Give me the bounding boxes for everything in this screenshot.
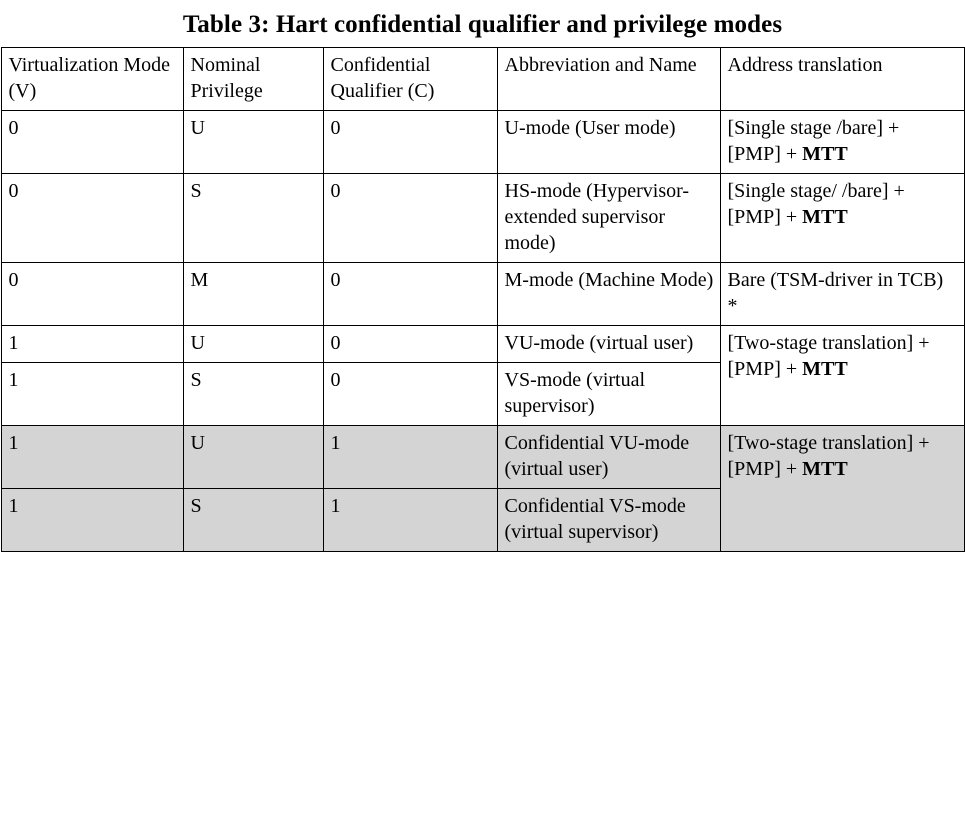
cell-virtualization-mode: 0	[1, 111, 183, 174]
cell-confidential-qualifier: 0	[323, 363, 497, 426]
table-row	[1, 263, 964, 326]
cell-address-translation	[720, 326, 964, 426]
cell-virtualization-mode: 1	[1, 489, 183, 552]
cell-confidential-qualifier: 0	[323, 174, 497, 263]
cell-address-translation	[720, 111, 964, 174]
cell-abbreviation-and-name: Confidential VU-mode (virtual user)	[497, 426, 720, 489]
address-text: [Single stage /bare] + [PMP] +	[727, 117, 900, 165]
cell-virtualization-mode: 1	[1, 326, 183, 363]
table-row	[1, 111, 964, 174]
address-bold-text: MTT	[802, 206, 848, 228]
column-header-address-translation: Address translation	[720, 48, 964, 111]
cell-abbreviation-and-name: VS-mode (virtual supervisor)	[497, 363, 720, 426]
cell-virtualization-mode: 1	[1, 363, 183, 426]
address-text: [Single stage/ /bare] + [PMP] +	[727, 180, 905, 228]
cell-nominal-privilege: S	[183, 363, 323, 426]
address-bold-text: MTT	[802, 358, 848, 380]
cell-nominal-privilege: M	[183, 263, 323, 326]
cell-address-translation	[720, 426, 964, 552]
cell-nominal-privilege: U	[183, 111, 323, 174]
cell-confidential-qualifier: 1	[323, 426, 497, 489]
table-header-row	[1, 48, 964, 111]
cell-confidential-qualifier: 0	[323, 263, 497, 326]
cell-address-translation	[720, 263, 964, 326]
table-row	[1, 426, 964, 489]
table-row	[1, 326, 964, 363]
address-text: [Two-stage translation] + [PMP] +	[727, 432, 930, 480]
cell-nominal-privilege: S	[183, 174, 323, 263]
cell-abbreviation-and-name: Confidential VS-mode (virtual supervisor)	[497, 489, 720, 552]
cell-virtualization-mode: 1	[1, 426, 183, 489]
cell-confidential-qualifier: 0	[323, 326, 497, 363]
cell-abbreviation-and-name: HS-mode (Hypervisor-extended supervisor mode)	[497, 174, 720, 263]
cell-address-translation	[720, 174, 964, 263]
cell-nominal-privilege: S	[183, 489, 323, 552]
cell-virtualization-mode: 0	[1, 174, 183, 263]
cell-abbreviation-and-name: VU-mode (virtual user)	[497, 326, 720, 363]
address-text: Bare (TSM-driver in TCB) *	[727, 269, 944, 317]
cell-confidential-qualifier: 1	[323, 489, 497, 552]
cell-virtualization-mode: 0	[1, 263, 183, 326]
address-bold-text: MTT	[802, 143, 848, 165]
cell-nominal-privilege: U	[183, 426, 323, 489]
address-text: [Two-stage translation] + [PMP] +	[727, 332, 930, 380]
column-header-confidential-qualifier: Confidential Qualifier (C)	[323, 48, 497, 111]
column-header-abbreviation-and-name: Abbreviation and Name	[497, 48, 720, 111]
column-header-nominal-privilege: Nominal Privilege	[183, 48, 323, 111]
table-caption: Table 3: Hart confidential qualifier and privilege modes	[182, 11, 783, 38]
table-row	[1, 174, 964, 263]
cell-abbreviation-and-name: U-mode (User mode)	[497, 111, 720, 174]
cell-abbreviation-and-name: M-mode (Machine Mode)	[497, 263, 720, 326]
hart-modes-table	[1, 47, 965, 552]
cell-confidential-qualifier: 0	[323, 111, 497, 174]
column-header-virtualization-mode: Virtualization Mode (V)	[1, 48, 183, 111]
cell-nominal-privilege: U	[183, 326, 323, 363]
address-bold-text: MTT	[802, 458, 848, 480]
